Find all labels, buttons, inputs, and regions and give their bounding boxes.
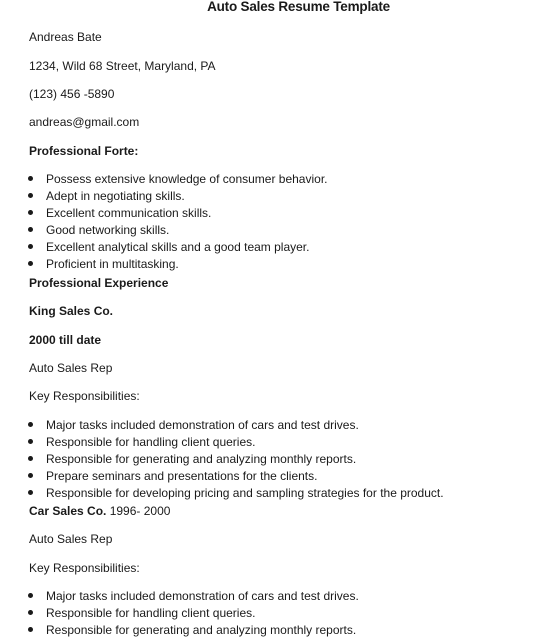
job2-dates: 1996- 2000 bbox=[106, 504, 171, 518]
job1-responsibilities-label: Key Responsibilities: bbox=[29, 389, 140, 403]
job1-company: King Sales Co. bbox=[29, 304, 114, 318]
forte-heading: Professional Forte: bbox=[29, 144, 139, 158]
candidate-name: Andreas Bate bbox=[29, 30, 102, 44]
list-item-text: Good networking skills. bbox=[46, 223, 170, 238]
list-item-text: Responsible for handling client queries. bbox=[46, 435, 256, 450]
experience-heading: Professional Experience bbox=[29, 276, 169, 290]
bullet-icon bbox=[28, 227, 33, 232]
job1-dates: 2000 till date bbox=[29, 333, 102, 347]
bullet-icon bbox=[28, 610, 33, 615]
bullet-icon bbox=[28, 439, 33, 444]
bullet-icon bbox=[28, 261, 33, 266]
list-item-text: Possess extensive knowledge of consumer behavior. bbox=[46, 172, 328, 186]
bullet-icon bbox=[28, 244, 33, 249]
list-item-text: Excellent communication skills. bbox=[46, 206, 212, 221]
bullet-icon bbox=[28, 593, 33, 598]
document-title: Auto Sales Resume Template bbox=[207, 0, 390, 14]
list-item-text: Excellent analytical skills and a good team player. bbox=[46, 240, 310, 255]
job2-role: Auto Sales Rep bbox=[29, 532, 113, 546]
list-item-text: Responsible for handling client queries. bbox=[46, 606, 256, 621]
bullet-icon bbox=[28, 456, 33, 461]
list-item-text: Responsible for generating and analyzing monthly reports. bbox=[46, 623, 357, 638]
list-item-text: Major tasks included demonstration of cars and test drives. bbox=[46, 418, 359, 432]
candidate-email: andreas@gmail.com bbox=[29, 115, 140, 129]
bullet-icon bbox=[28, 193, 33, 198]
list-item-text: Adept in negotiating skills. bbox=[46, 189, 185, 204]
bullet-icon bbox=[28, 422, 33, 427]
list-item-text: Responsible for developing pricing and sampling strategies for the product. bbox=[46, 486, 444, 501]
list-item-text: Responsible for generating and analyzing monthly reports. bbox=[46, 452, 357, 467]
bullet-icon bbox=[28, 473, 33, 478]
list-item-text: Prepare seminars and presentations for the clients. bbox=[46, 469, 318, 484]
bullet-icon bbox=[28, 490, 33, 495]
bullet-icon bbox=[28, 627, 33, 632]
bullet-icon bbox=[28, 176, 33, 181]
job2-responsibilities-label: Key Responsibilities: bbox=[29, 561, 140, 575]
job2-header bbox=[29, 504, 170, 518]
list-item-text: Proficient in multitasking. bbox=[46, 257, 179, 272]
job2-company: Car Sales Co. bbox=[29, 504, 107, 518]
candidate-address: 1234, Wild 68 Street, Maryland, PA bbox=[29, 59, 216, 73]
list-item-text: Major tasks included demonstration of cars and test drives. bbox=[46, 589, 359, 603]
job1-role: Auto Sales Rep bbox=[29, 361, 113, 375]
candidate-phone: (123) 456 -5890 bbox=[29, 87, 115, 101]
bullet-icon bbox=[28, 210, 33, 215]
